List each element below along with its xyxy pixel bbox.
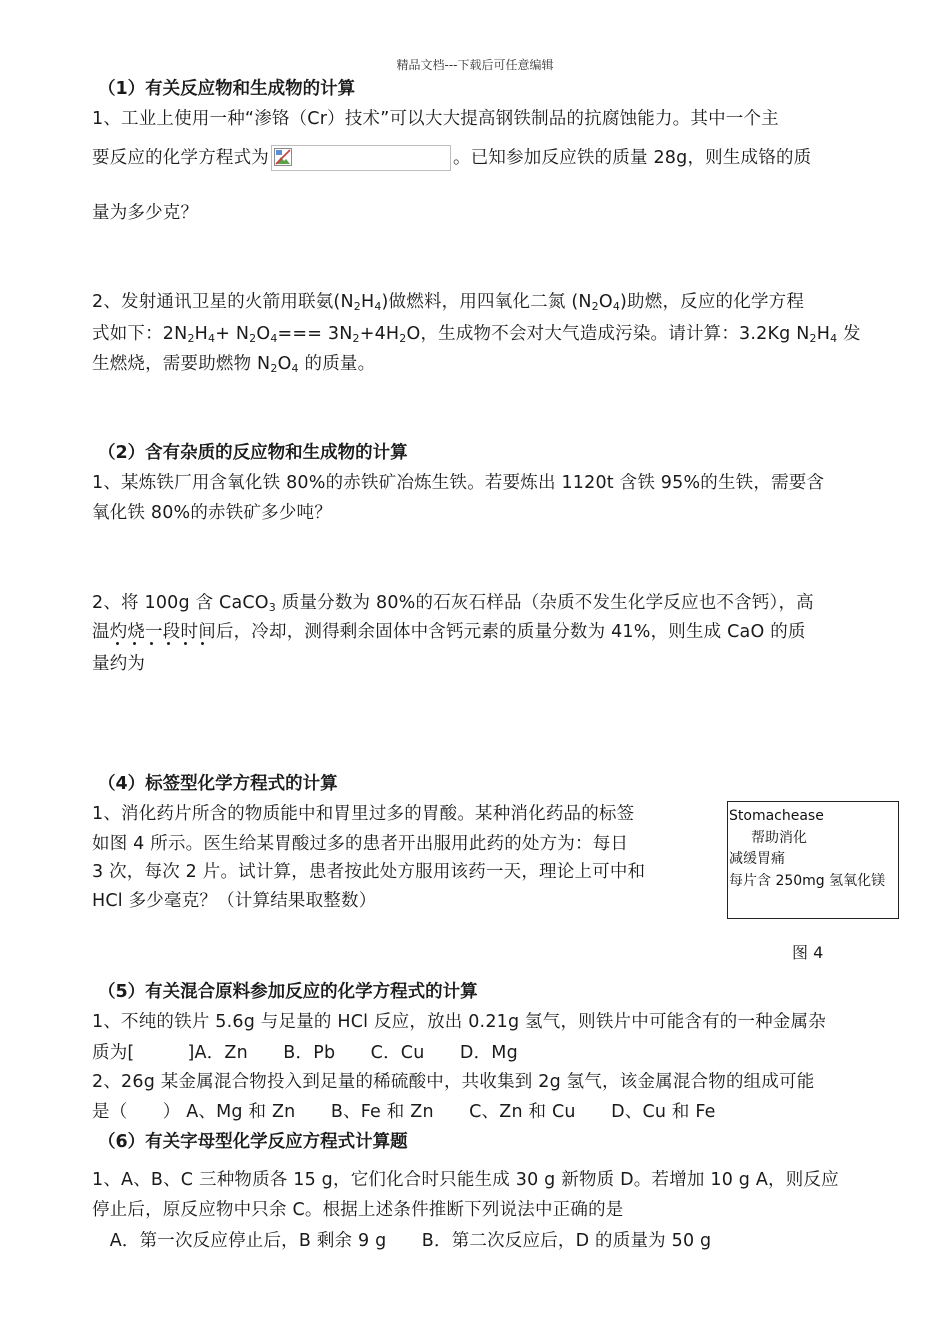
s1-q1-line-1: 1、工业上使用一种“渗铬（Cr）技术”可以大大提高钢铁制品的抗腐蚀能力。其中一个主 [92, 109, 779, 129]
section-6-heading: （6）有关字母型化学反应方程式计算题 [98, 1132, 408, 1152]
figure-caption: 图 4 [792, 943, 824, 962]
s2-q1-line-1: 1、某炼铁厂用含氧化铁 80%的赤铁矿冶炼生铁。若要炼出 1120t 含铁 95%的生铁，需要含 [92, 473, 825, 493]
section-5-heading: （5）有关混合原料参加反应的化学方程式的计算 [98, 982, 478, 1002]
s5-line-3: 2、26g 某金属混合物投入到足量的稀硫酸中，共收集到 2g 氢气，该金属混合物的组成可能 [92, 1072, 815, 1092]
label-product-name: Stomachease [729, 808, 824, 824]
s6-line-2: 停止后，原反应物中只余 C。根据上述条件推断下列说法中正确的是 [92, 1200, 624, 1220]
emphasis-dots [110, 642, 216, 648]
s1-q2-line-2: 式如下：$2N_2H_4+ N_2O_4=== 3N_2+4H_2O$，生成物不会对大气造成污染。请计算：3.2Kg $N_2H_4$ 发 [92, 324, 861, 345]
label-line-3: 减缓胃痛 [729, 851, 785, 867]
s2-q2-line-2: 温灼烧一段时间 后，冷却，测得剩余固体中含钙元素的质量分数为 41%，则生成 CaO 的质 [92, 619, 806, 645]
section-4-heading: （4）标签型化学方程式的计算 [98, 774, 338, 794]
s4-q1-line-1: 1、消化药片所含的物质能中和胃里过多的胃酸。某种消化药品的标签 [92, 804, 635, 824]
label-line-4: 每片含 250mg 氢氧化镁 [729, 872, 886, 889]
s5-line-2: 质为[ ]A．Zn B．Pb C．Cu D．Mg [92, 1043, 518, 1063]
broken-image-icon [274, 148, 292, 166]
s5-line-1: 1、不纯的铁片 5.6g 与足量的 HCl 反应，放出 0.21g 氢气，则铁片中可能含有的一种金属杂 [92, 1012, 826, 1032]
equation-image-placeholder [271, 145, 451, 171]
s1-q1-line-2-text-a: 要反应的化学方程式为 [92, 148, 269, 168]
s1-q1-line-3: 量为多少克？ [92, 203, 199, 223]
page-header-watermark: 精品文档---下载后可任意编辑 [396, 58, 554, 72]
s1-q2-line-1: 2、发射通讯卫星的火箭用联氨$(N_2H_4)$做燃料，用四氧化二氮 $(N_2O_4)$助燃，反应的化学方程 [92, 292, 805, 313]
s2-q2-line-1: 2、将 100g 含 CaCO$_3$ 质量分数为 80%的石灰石样品（杂质不发生化学反应也不含钙），高 [92, 593, 814, 614]
s5-line-4: 是（ ） A、Mg 和 Zn B、Fe 和 Zn C、Zn 和 Cu D、Cu 和 Fe [92, 1102, 716, 1122]
s1-q2-line-3: 生燃烧，需要助燃物 $N_2O_4$ 的质量。 [92, 354, 376, 375]
s4-q1-line-4: HCl 多少毫克？（计算结果取整数） [92, 891, 377, 911]
s4-q1-line-3: 3 次，每次 2 片。试计算，患者按此处方服用该药一天，理论上可中和 [92, 862, 646, 882]
label-line-2: 帮助消化 [751, 829, 807, 846]
emphasis-dotted-text: 灼烧一段时间 [110, 622, 216, 642]
s1-q1-line-2 [92, 145, 811, 171]
medicine-label-box [727, 801, 899, 919]
s1-q1-line-2-text-b: 。已知参加反应铁的质量 28g，则生成铬的质 [453, 148, 812, 168]
s4-q1-line-2: 如图 4 所示。医生给某胃酸过多的患者开出服用此药的处方为：每日 [92, 834, 629, 854]
s6-line-1: 1、A、B、C 三种物质各 15 g，它们化合时只能生成 30 g 新物质 D。若增加 10 g A，则反应 [92, 1170, 839, 1190]
s2-q2-line-3: 量约为 [92, 654, 146, 674]
section-1-heading: （1）有关反应物和生成物的计算 [98, 79, 356, 99]
section-2-heading: （2）含有杂质的反应物和生成物的计算 [98, 443, 408, 463]
s2-q1-line-2: 氧化铁 80%的赤铁矿多少吨？ [92, 503, 332, 523]
s6-line-3: A．第一次反应停止后，B 剩余 9 g B．第二次反应后，D 的质量为 50 g [92, 1231, 712, 1251]
